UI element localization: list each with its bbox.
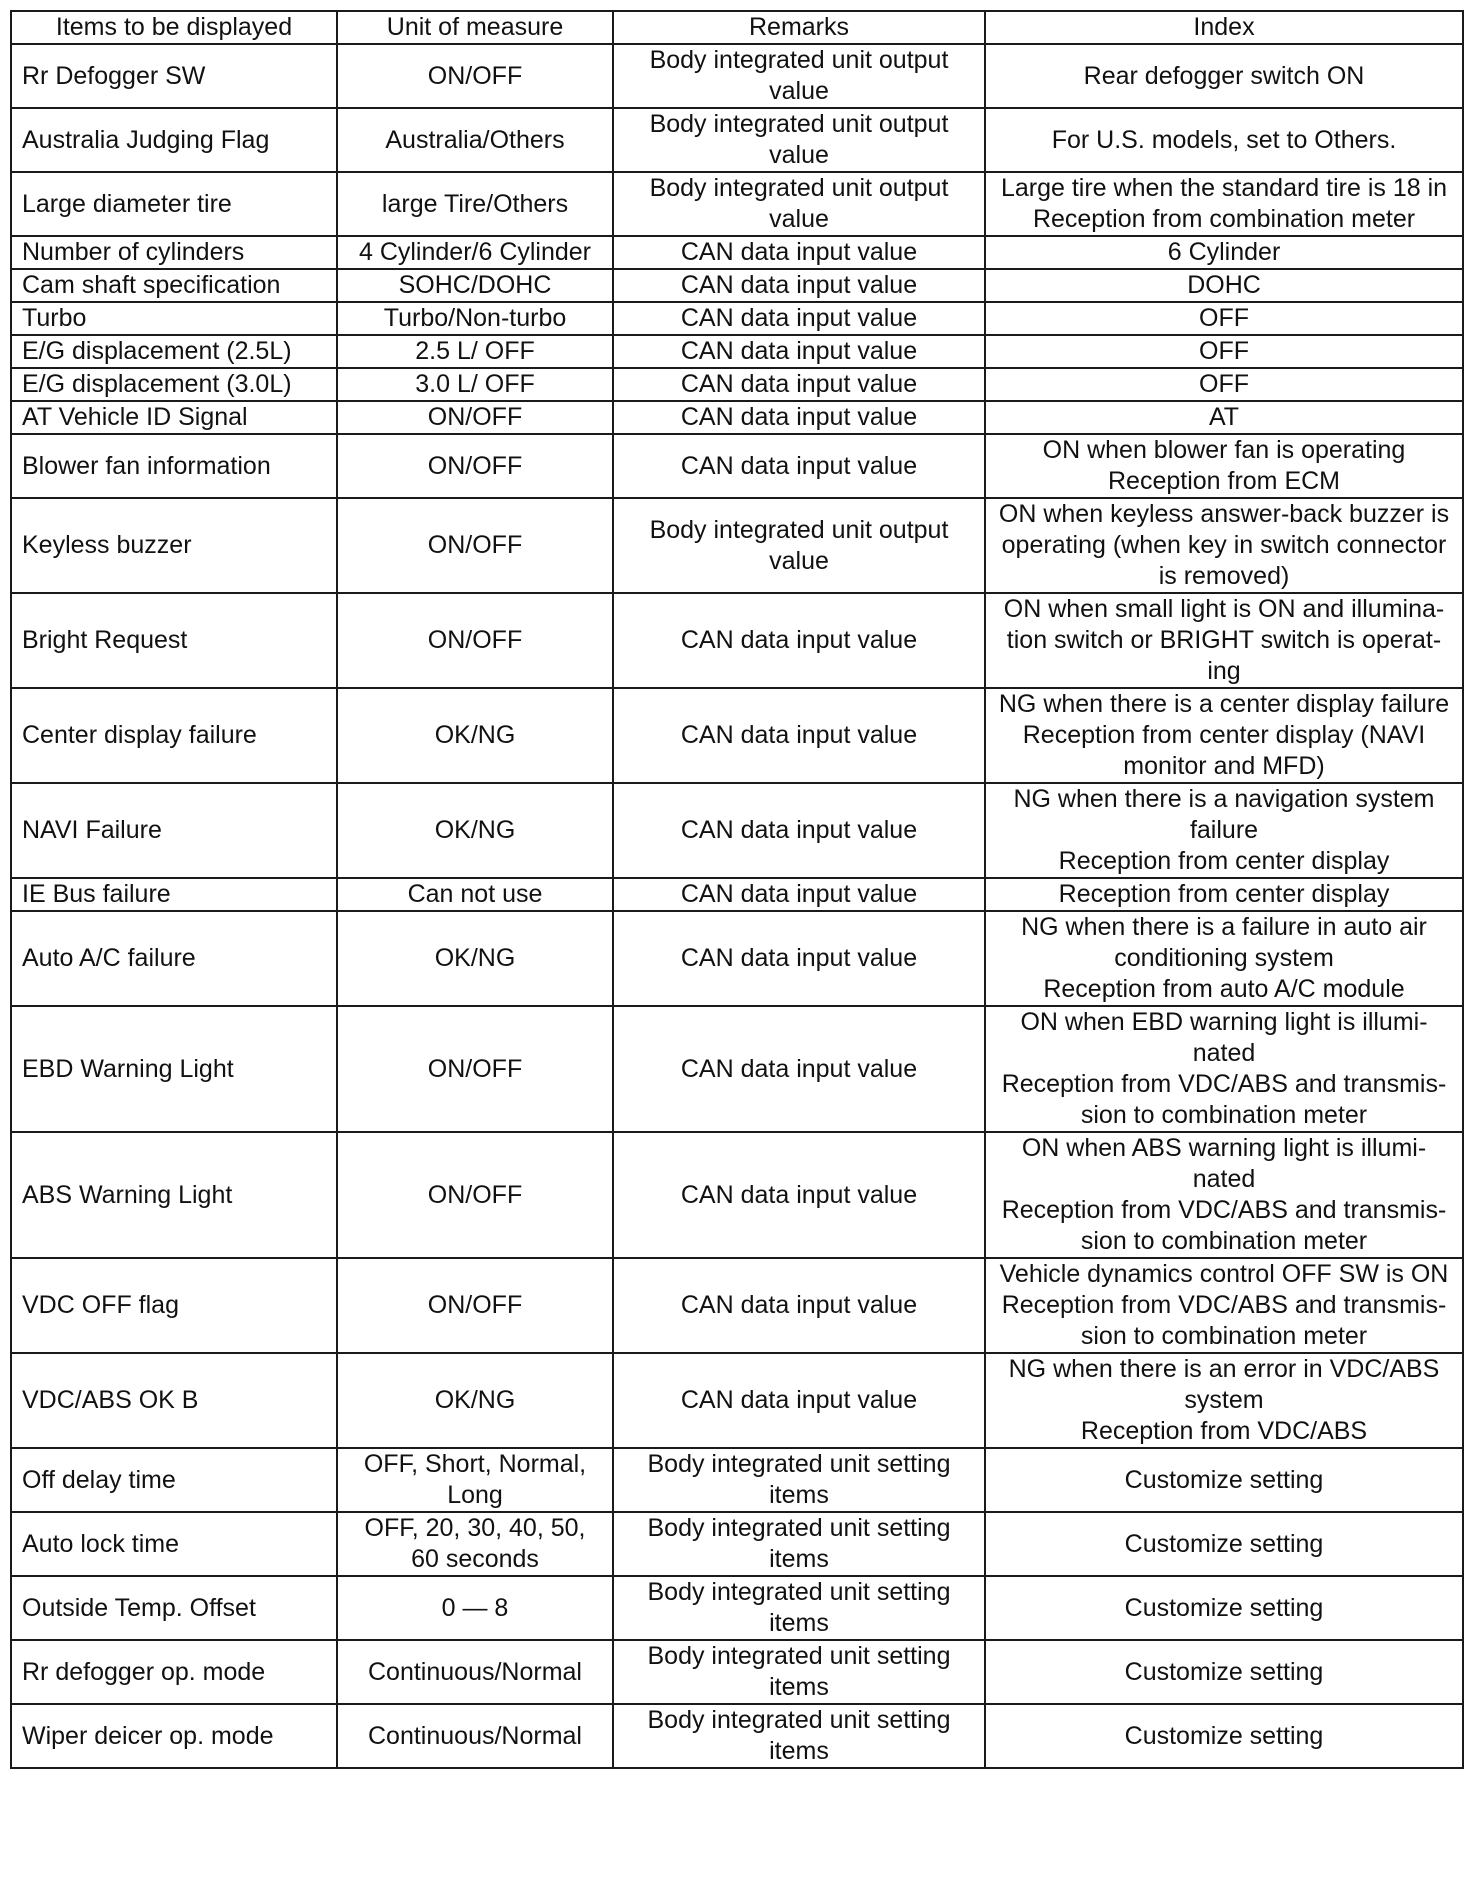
table-row [11, 1258, 1463, 1353]
item-name-cell: Auto lock time [11, 1512, 337, 1576]
remarks-cell [613, 911, 985, 1006]
index-line: Customize setting [1124, 1593, 1324, 1622]
remarks-cell [613, 434, 985, 498]
remarks-line: CAN data input value [680, 403, 918, 431]
index-cell [985, 1258, 1463, 1353]
item-name-cell: Auto A/C failure [11, 911, 337, 1006]
table-row [11, 368, 1463, 401]
item-name-cell: E/G displacement (3.0L) [11, 368, 337, 401]
table-row [11, 236, 1463, 269]
unit-cell: 0 — 8 [337, 1576, 613, 1640]
index-line: 6 Cylinder [1167, 238, 1281, 266]
table-row [11, 1512, 1463, 1576]
index-cell [985, 1512, 1463, 1576]
table-row [11, 302, 1463, 335]
item-name-cell: Off delay time [11, 1448, 337, 1512]
table-row [11, 1006, 1463, 1132]
table-row [11, 108, 1463, 172]
remarks-line: Body integrated unit setting [647, 1514, 951, 1542]
table-row [11, 878, 1463, 911]
unit-cell: ON/OFF [337, 1006, 613, 1132]
remarks-line: Body integrated unit output [649, 174, 949, 202]
table-row [11, 1640, 1463, 1704]
index-line: sion to combination meter [1080, 1227, 1368, 1255]
unit-cell: OFF, 20, 30, 40, 50, 60 seconds [337, 1512, 613, 1576]
remarks-cell [613, 783, 985, 878]
table-row [11, 434, 1463, 498]
item-name-cell: EBD Warning Light [11, 1006, 337, 1132]
unit-cell: ON/OFF [337, 1132, 613, 1258]
index-line: NG when there is a center display failure [998, 690, 1450, 718]
index-line: DOHC [1187, 271, 1261, 299]
remarks-line: CAN data input value [680, 1180, 918, 1209]
index-cell [985, 302, 1463, 335]
remarks-line: CAN data input value [680, 721, 918, 749]
item-name-cell: Large diameter tire [11, 172, 337, 236]
remarks-line: CAN data input value [680, 944, 918, 972]
index-line: Vehicle dynamics control OFF SW is ON [999, 1260, 1449, 1288]
index-cell [985, 1704, 1463, 1768]
remarks-line: value [769, 205, 829, 233]
remarks-cell [613, 1704, 985, 1768]
unit-cell: OK/NG [337, 783, 613, 878]
remarks-cell [613, 108, 985, 172]
index-line: Reception from auto A/C module [1043, 975, 1405, 1003]
table-row [11, 593, 1463, 688]
remarks-cell [613, 1258, 985, 1353]
index-line: sion to combination meter [1080, 1101, 1368, 1129]
remarks-line: Body integrated unit setting [647, 1578, 951, 1606]
index-line: Customize setting [1124, 1657, 1324, 1686]
remarks-line: CAN data input value [680, 880, 918, 908]
remarks-cell [613, 1353, 985, 1448]
table-row [11, 498, 1463, 593]
index-cell [985, 434, 1463, 498]
remarks-line: CAN data input value [680, 1386, 918, 1414]
unit-cell: Australia/Others [337, 108, 613, 172]
index-line: Rear defogger switch ON [1083, 61, 1365, 90]
index-line: Reception from VDC/ABS and transmis- [1001, 1070, 1447, 1098]
item-name-cell: NAVI Failure [11, 783, 337, 878]
index-line: Reception from VDC/ABS and transmis- [1001, 1291, 1447, 1319]
item-name-cell: Australia Judging Flag [11, 108, 337, 172]
remarks-line: CAN data input value [680, 238, 918, 266]
remarks-line: CAN data input value [680, 337, 918, 365]
index-cell [985, 911, 1463, 1006]
remarks-cell [613, 688, 985, 783]
index-cell [985, 1640, 1463, 1704]
item-name-cell: E/G displacement (2.5L) [11, 335, 337, 368]
unit-cell: ON/OFF [337, 498, 613, 593]
unit-cell: ON/OFF [337, 434, 613, 498]
remarks-line: Body integrated unit output [649, 515, 949, 544]
table-row [11, 1448, 1463, 1512]
remarks-cell [613, 1512, 985, 1576]
index-line: ON when EBD warning light is illumi- [1020, 1008, 1428, 1036]
index-line: Customize setting [1124, 1465, 1324, 1494]
index-line: ON when small light is ON and illumina- [1003, 595, 1445, 623]
remarks-line: CAN data input value [680, 271, 918, 299]
header-unit: Unit of measure [337, 11, 613, 44]
index-line: AT [1208, 403, 1240, 431]
index-line: Reception from center display (NAVI [1022, 721, 1426, 749]
index-line: Customize setting [1124, 1721, 1324, 1750]
index-line: Reception from VDC/ABS and transmis- [1001, 1196, 1447, 1224]
header-index: Index [985, 11, 1463, 44]
unit-cell: OK/NG [337, 688, 613, 783]
unit-cell: 3.0 L/ OFF [337, 368, 613, 401]
index-line: sion to combination meter [1080, 1322, 1368, 1350]
index-cell [985, 498, 1463, 593]
remarks-line: CAN data input value [680, 816, 918, 844]
table-row [11, 1704, 1463, 1768]
item-name-cell: Blower fan information [11, 434, 337, 498]
table-row [11, 783, 1463, 878]
index-cell [985, 335, 1463, 368]
table-row [11, 1132, 1463, 1258]
item-name-cell: Bright Request [11, 593, 337, 688]
remarks-cell [613, 593, 985, 688]
index-cell [985, 688, 1463, 783]
index-line: nated [1192, 1039, 1256, 1067]
index-line: OFF [1199, 304, 1249, 332]
index-line: Reception from VDC/ABS [1080, 1417, 1368, 1445]
remarks-line: CAN data input value [680, 1054, 918, 1083]
index-line: operating (when key in switch connector [1001, 531, 1447, 559]
remarks-cell [613, 236, 985, 269]
index-line: is removed) [1158, 562, 1290, 590]
remarks-cell [613, 1448, 985, 1512]
item-name-cell: Outside Temp. Offset [11, 1576, 337, 1640]
remarks-line: value [769, 546, 829, 575]
data-monitor-table [10, 10, 1464, 1769]
item-name-cell: Cam shaft specification [11, 269, 337, 302]
index-cell [985, 401, 1463, 434]
unit-cell: ON/OFF [337, 44, 613, 108]
remarks-line: CAN data input value [680, 451, 918, 480]
index-line: NG when there is an error in VDC/ABS [1008, 1355, 1440, 1383]
remarks-line: Body integrated unit output [649, 110, 949, 138]
unit-cell: OK/NG [337, 911, 613, 1006]
index-line: ON when blower fan is operating [1042, 436, 1406, 464]
index-line: Reception from combination meter [1032, 205, 1416, 233]
item-name-cell: VDC/ABS OK B [11, 1353, 337, 1448]
unit-cell: SOHC/DOHC [337, 269, 613, 302]
remarks-line: Body integrated unit setting [647, 1642, 951, 1670]
index-line: For U.S. models, set to Others. [1051, 125, 1397, 154]
index-line: Large tire when the standard tire is 18 in [1000, 174, 1448, 202]
index-line: NG when there is a failure in auto air [1021, 913, 1427, 941]
index-cell [985, 593, 1463, 688]
table-row [11, 1576, 1463, 1640]
unit-cell: OK/NG [337, 1353, 613, 1448]
remarks-line: value [769, 141, 829, 169]
remarks-cell [613, 878, 985, 911]
index-cell [985, 878, 1463, 911]
unit-cell: Turbo/Non-turbo [337, 302, 613, 335]
table-row [11, 1353, 1463, 1448]
unit-cell: ON/OFF [337, 1258, 613, 1353]
index-line: ON when keyless answer-back buzzer is [998, 500, 1450, 528]
index-cell [985, 1353, 1463, 1448]
unit-cell: Continuous/Normal [337, 1704, 613, 1768]
table-row [11, 269, 1463, 302]
index-cell [985, 783, 1463, 878]
item-name-cell: IE Bus failure [11, 878, 337, 911]
unit-cell: 2.5 L/ OFF [337, 335, 613, 368]
remarks-line: CAN data input value [680, 370, 918, 398]
remarks-cell [613, 335, 985, 368]
index-cell [985, 236, 1463, 269]
remarks-cell [613, 1640, 985, 1704]
index-line: Reception from ECM [1107, 467, 1341, 495]
table-row [11, 688, 1463, 783]
index-line: NG when there is a navigation system [1013, 785, 1435, 813]
header-remarks: Remarks [613, 11, 985, 44]
unit-cell: Can not use [337, 878, 613, 911]
item-name-cell: Rr Defogger SW [11, 44, 337, 108]
remarks-cell [613, 44, 985, 108]
index-cell [985, 269, 1463, 302]
item-name-cell: Center display failure [11, 688, 337, 783]
remarks-line: CAN data input value [680, 304, 918, 332]
item-name-cell: Keyless buzzer [11, 498, 337, 593]
remarks-cell [613, 302, 985, 335]
table-row [11, 401, 1463, 434]
remarks-cell [613, 1006, 985, 1132]
remarks-line: items [769, 1737, 829, 1765]
item-name-cell: AT Vehicle ID Signal [11, 401, 337, 434]
index-line: conditioning system [1114, 944, 1334, 972]
remarks-line: Body integrated unit setting [647, 1450, 951, 1478]
remarks-line: items [769, 1673, 829, 1701]
index-cell [985, 1132, 1463, 1258]
remarks-line: Body integrated unit setting [647, 1706, 951, 1734]
index-line: failure [1189, 816, 1259, 844]
index-line: Reception from center display [1058, 880, 1390, 908]
index-cell [985, 108, 1463, 172]
remarks-cell [613, 269, 985, 302]
item-name-cell: Wiper deicer op. mode [11, 1704, 337, 1768]
remarks-cell [613, 401, 985, 434]
remarks-line: items [769, 1609, 829, 1637]
remarks-line: items [769, 1545, 829, 1573]
remarks-cell [613, 1132, 985, 1258]
remarks-line: items [769, 1481, 829, 1509]
index-line: OFF [1199, 370, 1249, 398]
index-line: tion switch or BRIGHT switch is operat- [1006, 626, 1442, 654]
remarks-line: value [769, 77, 829, 105]
remarks-cell [613, 498, 985, 593]
unit-cell: Continuous/Normal [337, 1640, 613, 1704]
index-cell [985, 368, 1463, 401]
index-line: system [1184, 1386, 1264, 1414]
item-name-cell: Number of cylinders [11, 236, 337, 269]
remarks-cell [613, 368, 985, 401]
unit-cell: ON/OFF [337, 401, 613, 434]
header-row [11, 11, 1463, 44]
unit-cell: ON/OFF [337, 593, 613, 688]
remarks-line: CAN data input value [680, 1291, 918, 1319]
index-line: ing [1207, 657, 1241, 685]
item-name-cell: VDC OFF flag [11, 1258, 337, 1353]
remarks-cell [613, 172, 985, 236]
index-cell [985, 1006, 1463, 1132]
unit-cell: 4 Cylinder/6 Cylinder [337, 236, 613, 269]
unit-cell: large Tire/Others [337, 172, 613, 236]
unit-cell: OFF, Short, Normal, Long [337, 1448, 613, 1512]
header-items: Items to be displayed [11, 11, 337, 44]
index-cell [985, 44, 1463, 108]
table-row [11, 172, 1463, 236]
index-line: monitor and MFD) [1123, 752, 1325, 780]
table-row [11, 335, 1463, 368]
item-name-cell: Turbo [11, 302, 337, 335]
index-line: OFF [1199, 337, 1249, 365]
index-cell [985, 1448, 1463, 1512]
item-name-cell: Rr defogger op. mode [11, 1640, 337, 1704]
remarks-cell [613, 1576, 985, 1640]
remarks-line: Body integrated unit output [649, 46, 949, 74]
table-row [11, 44, 1463, 108]
index-line: Customize setting [1124, 1529, 1324, 1558]
index-cell [985, 1576, 1463, 1640]
table-row [11, 911, 1463, 1006]
remarks-line: CAN data input value [680, 626, 918, 654]
index-cell [985, 172, 1463, 236]
index-line: nated [1192, 1165, 1256, 1193]
index-line: Reception from center display [1058, 847, 1390, 875]
index-line: ON when ABS warning light is illumi- [1021, 1134, 1427, 1162]
item-name-cell: ABS Warning Light [11, 1132, 337, 1258]
data-monitor-table-page [10, 10, 1462, 1769]
